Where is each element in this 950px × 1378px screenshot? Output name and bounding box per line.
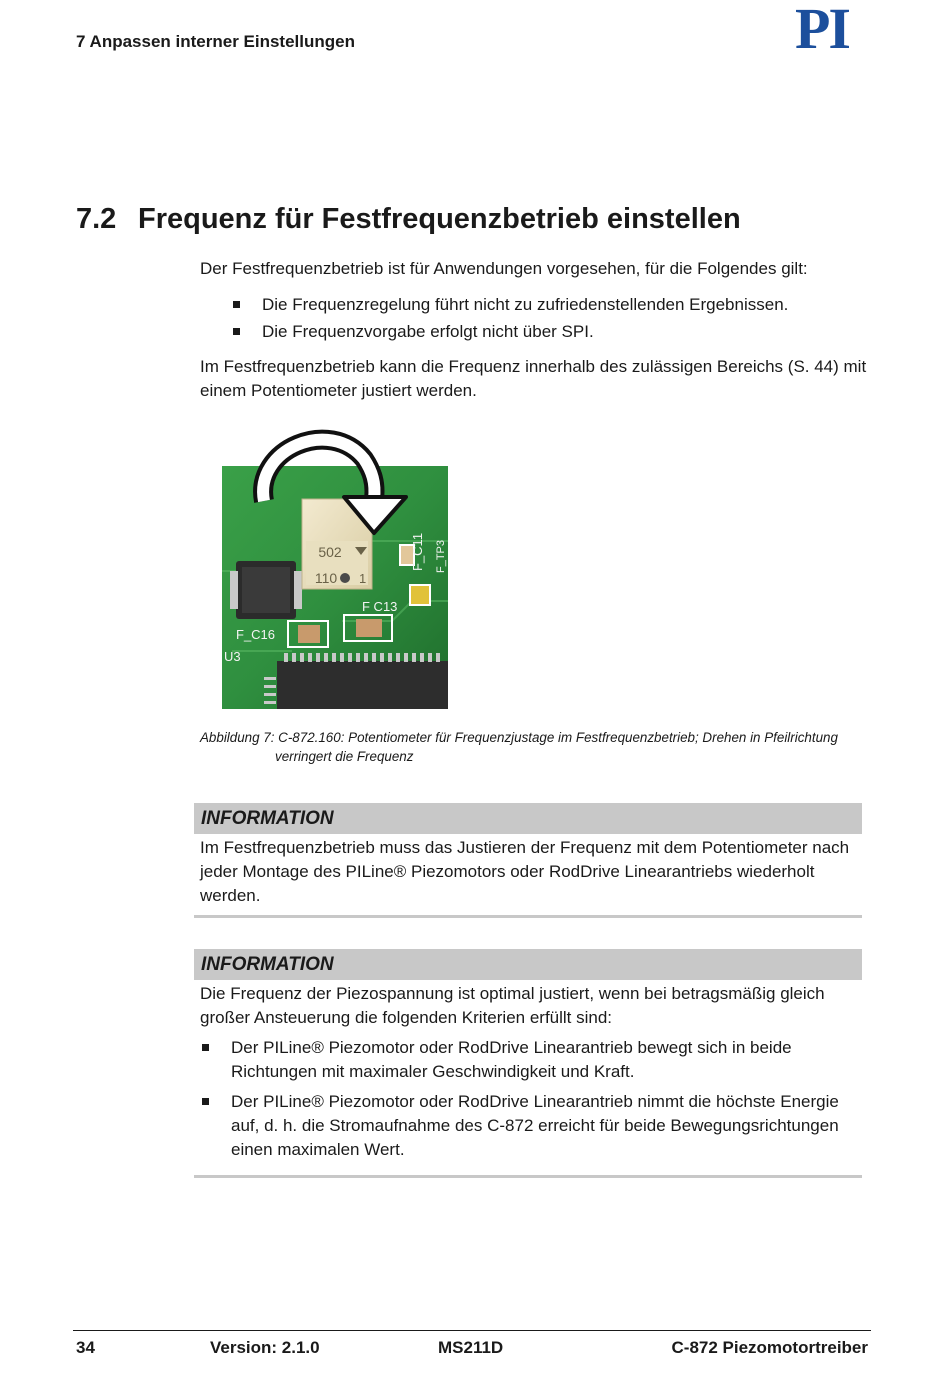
list-item-text: Der PILine® Piezomotor oder RodDrive Linearantrieb bewegt sich in beide Richtungen mit maximaler Geschwindigkeit und Kraft. <box>231 1038 792 1081</box>
conditions-list <box>262 293 882 347</box>
bullet-square-icon <box>202 1044 209 1051</box>
pot-top-label: 502 <box>318 544 342 560</box>
list-item <box>200 1090 856 1162</box>
pot-bottom-label: 110 <box>314 570 338 586</box>
list-item <box>262 320 882 347</box>
section-number: 7.2 <box>76 203 117 235</box>
silk-c11: F_C11 <box>410 532 425 571</box>
figure-caption <box>200 728 890 766</box>
section-title <box>76 203 741 236</box>
info-heading: INFORMATION <box>194 949 862 980</box>
silk-c13: F C13 <box>362 599 398 614</box>
pcb-photo <box>222 421 448 709</box>
info-divider <box>194 915 862 918</box>
footer-product: C-872 Piezomotortreiber <box>671 1338 868 1357</box>
list-item <box>200 1036 856 1084</box>
caption-line-2: verringert die Frequenz <box>275 749 414 764</box>
caption-line-1: Abbildung 7: C-872.160: Potentiometer für Frequenzjustage im Festfrequenzbetrieb; Drehen in Pfeilrichtung <box>200 730 838 745</box>
bullet-square-icon <box>202 1098 209 1105</box>
chapter-header: 7 Anpassen interner Einstellungen <box>76 32 355 51</box>
bullet-square-icon <box>233 301 240 308</box>
pi-logo <box>774 4 870 52</box>
info-box <box>194 949 862 1178</box>
footer-rule <box>73 1330 871 1331</box>
intro-paragraph: Der Festfrequenzbetrieb ist für Anwendungen vorgesehen, für die Folgendes gilt: <box>200 259 808 278</box>
info-divider <box>194 1175 862 1178</box>
logo-text: PI <box>795 4 849 52</box>
info-text: Die Frequenz der Piezospannung ist optimal justiert, wenn bei betragsmäßig gleich großer Ansteuerung die folgenden Kriterien erfüllt sind: <box>200 984 825 1027</box>
list-item-text: Die Frequenzvorgabe erfolgt nicht über SPI. <box>262 322 594 341</box>
info-text: Im Festfrequenzbetrieb muss das Justieren der Frequenz mit dem Potentiometer nach jeder Montage des PILine® Piezomotors oder RodDrive Linearantriebs wiederholt werden. <box>200 838 850 905</box>
silk-u3: U3 <box>224 649 241 664</box>
silk-tp3: F_TP3 <box>435 539 447 573</box>
info-body <box>194 980 862 1175</box>
info-box <box>194 803 862 918</box>
list-item-text: Die Frequenzregelung führt nicht zu zufriedenstellenden Ergebnissen. <box>262 295 789 314</box>
svg-text:1: 1 <box>359 571 367 586</box>
body-paragraph: Im Festfrequenzbetrieb kann die Frequenz innerhalb des zulässigen Bereichs (S. 44) mit einem Potentiometer justiert werden. <box>200 357 867 400</box>
page-number: 34 <box>76 1338 95 1357</box>
info-heading: INFORMATION <box>194 803 862 834</box>
list-item <box>262 293 882 320</box>
bullet-square-icon <box>233 328 240 335</box>
footer-version: Version: 2.1.0 <box>210 1338 320 1357</box>
criteria-list <box>200 1036 856 1162</box>
list-item-text: Der PILine® Piezomotor oder RodDrive Linearantrieb nimmt die höchste Energie auf, d. h. die Stromaufnahme des C-872 erreicht für beide Bewegungsrichtungen einen maximalen Wert. <box>231 1092 839 1159</box>
section-title-text: Frequenz für Festfrequenzbetrieb einstellen <box>138 203 741 235</box>
footer-doc-id: MS211D <box>438 1338 504 1357</box>
silk-c16: F_C16 <box>236 627 276 642</box>
